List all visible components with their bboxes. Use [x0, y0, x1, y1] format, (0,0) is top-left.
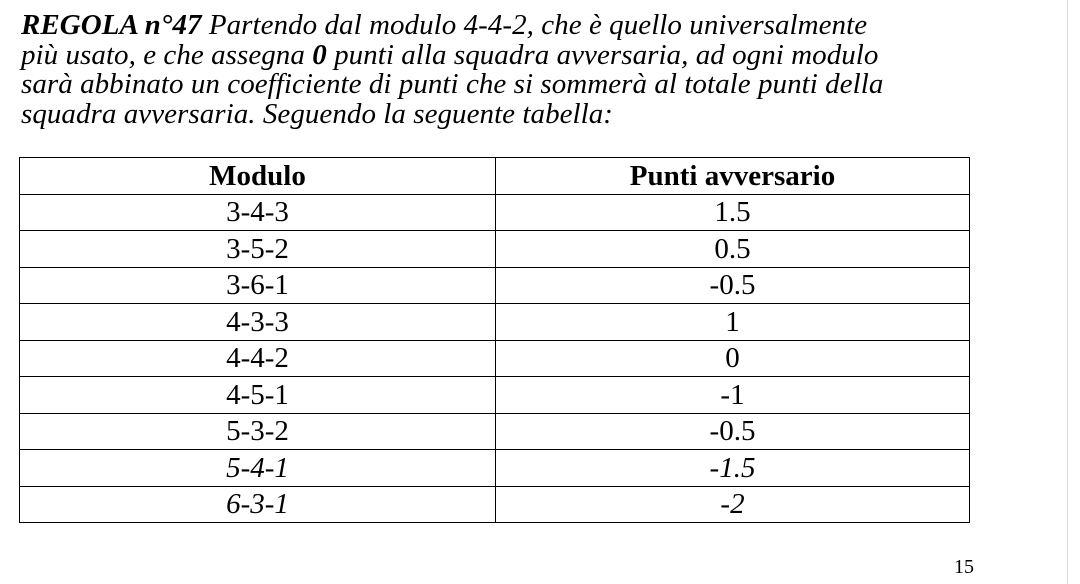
- cell-punti: 0.5: [496, 231, 970, 268]
- zero-points-emphasis: 0: [312, 38, 327, 71]
- column-header-punti: Punti avversario: [496, 158, 970, 195]
- cell-punti: 0: [496, 340, 970, 377]
- cell-modulo: 5-3-2: [20, 413, 496, 450]
- cell-modulo: 5-4-1: [20, 450, 496, 487]
- paragraph-line-2: [21, 38, 971, 71]
- cell-punti: 1.5: [496, 194, 970, 231]
- cell-punti: -1.5: [496, 450, 970, 487]
- table-row: [20, 194, 970, 231]
- page-number: 15: [954, 556, 974, 578]
- table-row: [20, 304, 970, 341]
- table-row: [20, 377, 970, 414]
- table-header-row: [20, 158, 970, 195]
- cell-punti: -0.5: [496, 267, 970, 304]
- paragraph-line-1: [21, 11, 971, 41]
- paragraph-line-4: squadra avversaria. Seguendo la seguente tabella:: [21, 97, 614, 130]
- table-row: [20, 267, 970, 304]
- paragraph-line-2-pre: più usato, e che assegna: [21, 38, 313, 71]
- table-row: [20, 486, 970, 523]
- cell-modulo: 3-5-2: [20, 231, 496, 268]
- cell-modulo: 6-3-1: [20, 486, 496, 523]
- viewer-edge: [1067, 0, 1080, 584]
- cell-punti: -2: [496, 486, 970, 523]
- rule-label: REGOLA n°47: [21, 9, 202, 41]
- cell-modulo: 3-4-3: [20, 194, 496, 231]
- table-body: [20, 194, 970, 523]
- table-row: [20, 340, 970, 377]
- rule-paragraph: [21, 11, 971, 129]
- cell-modulo: 3-6-1: [20, 267, 496, 304]
- cell-punti: 1: [496, 304, 970, 341]
- cell-punti: -0.5: [496, 413, 970, 450]
- paragraph-line-2-post: punti alla squadra avversaria, ad ogni modulo: [326, 38, 879, 71]
- formation-points-table: [19, 157, 970, 523]
- cell-modulo: 4-3-3: [20, 304, 496, 341]
- table-row: [20, 413, 970, 450]
- table-row: [20, 231, 970, 268]
- table-row: [20, 450, 970, 487]
- paragraph-line-1-text: Partendo dal modulo 4-4-2, che è quello universalmente: [201, 9, 868, 41]
- column-header-modulo: Modulo: [20, 158, 496, 195]
- cell-punti: -1: [496, 377, 970, 414]
- cell-modulo: 4-5-1: [20, 377, 496, 414]
- paragraph-line-3: sarà abbinato un coefficiente di punti che si sommerà al totale punti della: [21, 68, 884, 100]
- cell-modulo: 4-4-2: [20, 340, 496, 377]
